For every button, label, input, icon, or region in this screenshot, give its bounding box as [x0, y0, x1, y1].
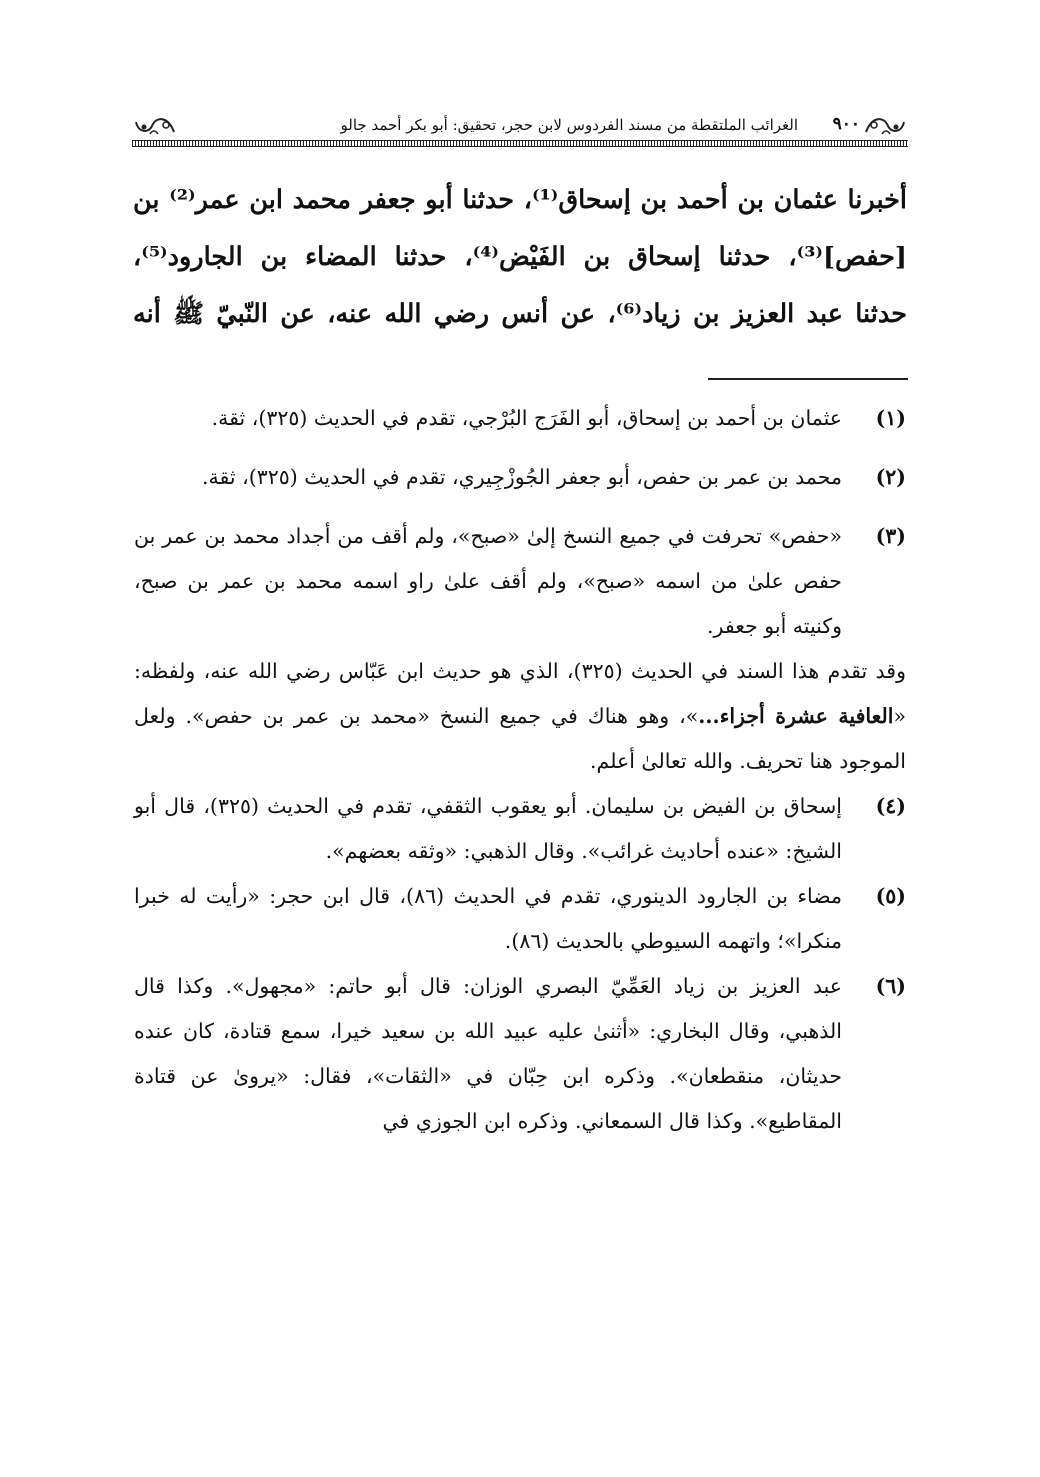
page-number: ٩٠٠	[832, 114, 860, 134]
hadith-chain	[133, 172, 907, 343]
ornament-icon	[862, 112, 908, 138]
footnote	[134, 874, 906, 964]
footnote	[134, 964, 906, 1144]
footnote-text: مضاء بن الجارود الدينوري، تقدم في الحديث (٨٦)، قال ابن حجر: «رأيت له خبرا منكرا»؛ واتهمه السيوطي بالحديث (٨٦).	[134, 884, 842, 953]
ornament-icon	[132, 112, 178, 138]
quoted-hadith: العافية عشرة أجزاء...	[698, 704, 894, 728]
footnote-text: عبد العزيز بن زياد العَمِّيّ البصري الوزان: قال أبو حاتم: «مجهول». وكذا قال الذهبي، وقال البخاري: «أثنىٰ عليه عبيد الله بن سعيد خيرا، سمع قتادة، كان عنده حديثان، منقطعان». وذكره ابن حِبّان في «الثقات»، فقال: «يروىٰ عن قتادة المقاطيع». وكذا قال السمعاني. وذكره ابن الجوزي في	[134, 974, 842, 1133]
footnote	[134, 514, 906, 649]
continuation-text: وقد تقدم هذا السند في الحديث (٣٢٥)، الذي هو حديث ابن عَبّاس رضي الله عنه، ولفظه: «	[134, 659, 907, 728]
footnote-text: «حفص» تحرفت في جميع النسخ إلىٰ «صبح»، ولم أقف من أجداد محمد بن عمر بن حفص علىٰ من اسمه «صبح»، ولم أقف علىٰ راو اسمه محمد بن عمر بن صبح، وكنيته أبو جعفر.	[134, 524, 842, 638]
footnote-separator	[708, 378, 908, 380]
footnote-text: عثمان بن أحمد بن إسحاق، أبو الفَرَج البُرْجي، تقدم في الحديث (٣٢٥)، ثقة.	[211, 406, 842, 430]
main-line: حدثنا عبد العزيز بن زياد⁽⁶⁾، عن أنس رضي الله عنه، عن النّبيّ ﷺ أنه	[133, 299, 907, 329]
footnote-number: (٢)	[875, 465, 906, 489]
footnote-number: (٦)	[875, 974, 906, 998]
footnote-number: (٤)	[875, 794, 906, 818]
footnote-text: محمد بن عمر بن حفص، أبو جعفر الجُوزْجِيري، تقدم في الحديث (٣٢٥)، ثقة.	[202, 465, 842, 489]
main-line: أخبرنا عثمان بن أحمد بن إسحاق⁽¹⁾، حدثنا أبو جعفر محمد ابن عمر⁽²⁾ بن	[133, 185, 907, 215]
running-title: الغرائب الملتقطة من مسند الفردوس لابن حجر، تحقيق: أبو بكر أحمد جالو	[340, 116, 798, 134]
main-line: [حفص]⁽³⁾، حدثنا إسحاق بن الفَيْض⁽⁴⁾، حدثنا المضاء بن الجارود⁽⁵⁾،	[133, 242, 907, 272]
footnote	[134, 396, 906, 441]
footnotes	[134, 396, 906, 1144]
running-header	[132, 112, 908, 142]
footnote	[134, 455, 906, 500]
footnote-text: إسحاق بن الفيض بن سليمان. أبو يعقوب الثقفي، تقدم في الحديث (٣٢٥)، قال أبو الشيخ: «عنده أحاديث غرائب». وقال الذهبي: «وثقه بعضهم».	[134, 794, 842, 863]
footnote-number: (٥)	[875, 884, 906, 908]
footnote-number: (١)	[875, 406, 906, 430]
footnote-continuation	[134, 649, 906, 784]
continuation-text: »، وهو هناك في جميع النسخ «محمد بن عمر بن حفص». ولعل الموجود هنا تحريف. والله تعالىٰ أعلم.	[134, 704, 906, 773]
footnote	[134, 784, 906, 874]
footnote-number: (٣)	[875, 524, 906, 548]
header-rule	[132, 140, 908, 147]
